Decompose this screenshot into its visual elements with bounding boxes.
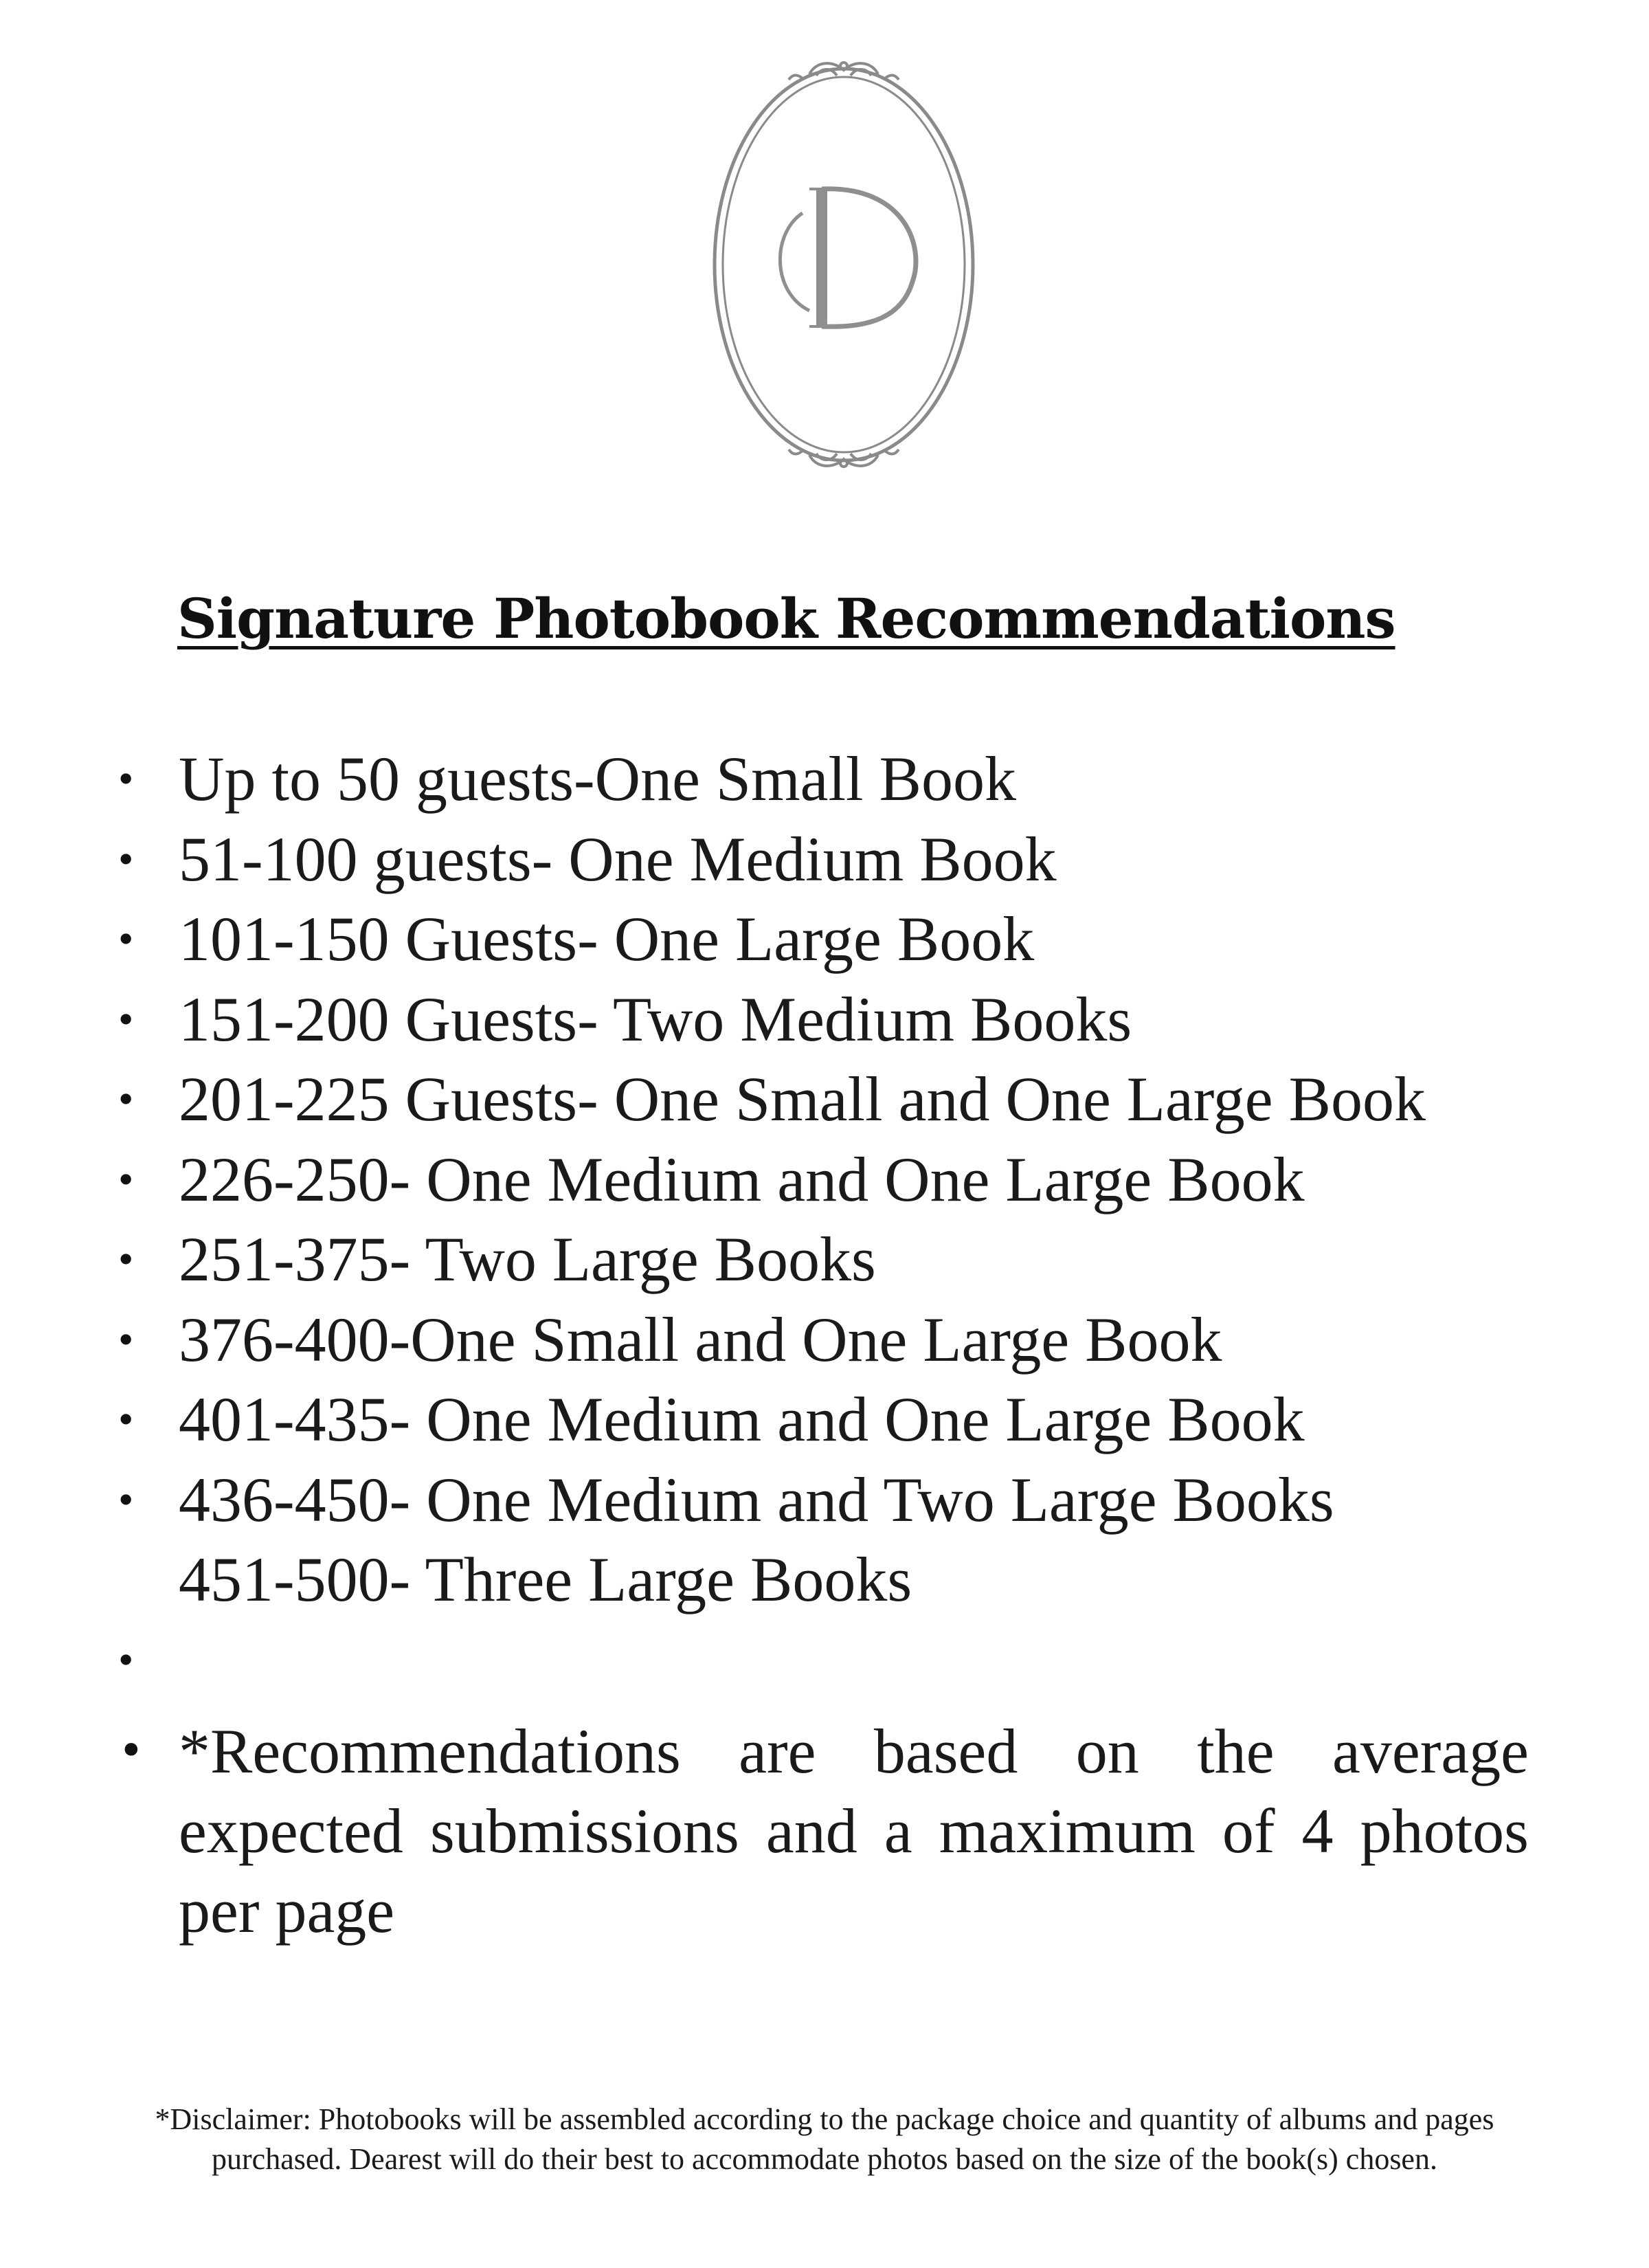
list-item-text: 101-150 Guests- One Large Book	[179, 904, 1035, 974]
bullet-icon: •	[118, 1634, 134, 1684]
logo-inner-oval	[723, 77, 965, 452]
bullet-icon: •	[118, 1234, 134, 1283]
bullet-icon: •	[118, 1726, 144, 1777]
bullet-icon: •	[118, 1474, 134, 1524]
bullet-icon: •	[118, 834, 134, 883]
list-item	[110, 819, 1539, 900]
recommendation-list	[110, 739, 1539, 1700]
bullet-icon: •	[118, 1394, 134, 1443]
list-item-text: 151-200 Guests- Two Medium Books	[179, 983, 1132, 1054]
list-item-text: 376-400-One Small and One Large Book	[179, 1304, 1222, 1375]
bullet-icon: •	[118, 1154, 134, 1203]
list-item	[110, 1059, 1539, 1139]
recommendation-note: *Recommendations are based on the average expected submissions and a maximum of 4 photos per page	[179, 1716, 1529, 1946]
logo-monogram	[780, 189, 916, 327]
list-item	[110, 979, 1539, 1060]
list-item	[110, 1219, 1539, 1300]
page-title: Signature Photobook Recommendations	[177, 586, 1395, 651]
bullet-icon: •	[118, 914, 134, 963]
list-item	[110, 1300, 1539, 1380]
list-item	[110, 1460, 1539, 1540]
bullet-icon: •	[118, 754, 134, 803]
list-item-text: 401-435- One Medium and One Large Book	[179, 1384, 1305, 1454]
list-item	[110, 1539, 1539, 1620]
monogram-logo	[706, 55, 981, 474]
bullet-icon: •	[118, 1314, 134, 1364]
list-item-text: 201-225 Guests- One Small and One Large Book	[179, 1064, 1426, 1134]
logo-outer-oval	[715, 69, 973, 460]
list-item	[110, 899, 1539, 979]
bullet-icon: •	[118, 994, 134, 1043]
list-item-text: 251-375- Two Large Books	[179, 1224, 876, 1294]
list-item	[110, 1139, 1539, 1220]
disclaimer: *Disclaimer: Photobooks will be assembled according to the package choice and quantity of albums and pages purchased. Dearest will do their best to accommodate photos based on the size of the book(s) chosen.	[155, 2102, 1494, 2176]
list-item-text: Up to 50 guests-One Small Book	[179, 744, 1016, 814]
list-item	[110, 1379, 1539, 1460]
list-item-empty	[110, 1620, 1539, 1700]
list-item-text: 51-100 guests- One Medium Book	[179, 823, 1057, 894]
list-item-text: 451-500- Three Large Books	[179, 1544, 912, 1614]
bullet-icon: •	[118, 1074, 134, 1123]
list-item-text: 436-450- One Medium and Two Large Books	[179, 1464, 1334, 1535]
list-item-text: 226-250- One Medium and One Large Book	[179, 1144, 1305, 1214]
list-item	[110, 739, 1539, 819]
